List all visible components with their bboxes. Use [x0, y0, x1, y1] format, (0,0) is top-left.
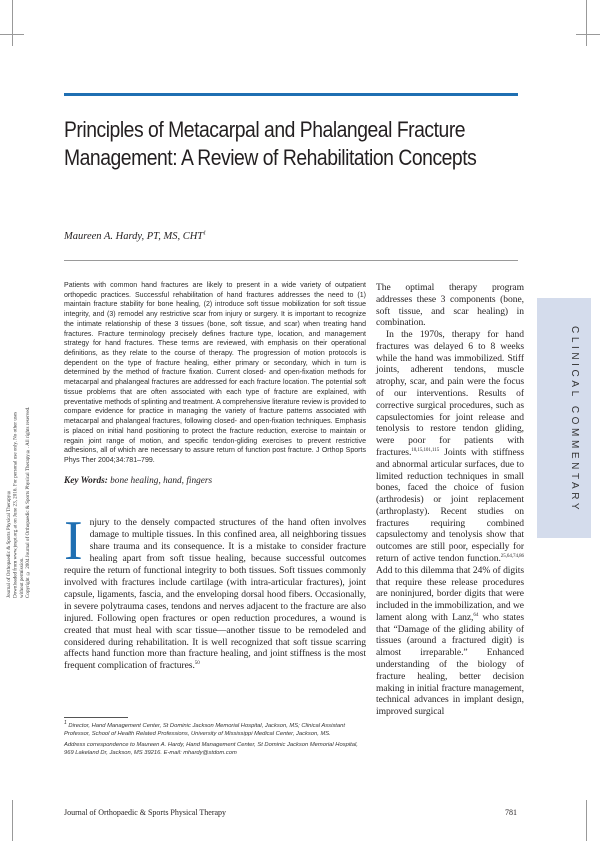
notice-line: Journal of Orthopaedic & Sports Physical Therapy®: [6, 488, 12, 598]
crop-mark: [0, 34, 24, 35]
crop-mark: [12, 800, 13, 841]
crop-mark: [586, 800, 587, 841]
author-line: [64, 231, 206, 242]
article-title: Principles of Metacarpal and Phalangeal Fracture Management: A Review of Rehabilitation Concepts: [64, 117, 477, 170]
para-text: Add to this dilemma that 24% of digits that require these release procedures are noninjured, border digits that were included in the immobilization, and we lament along with Lanz,: [376, 564, 524, 623]
right-column: [376, 282, 524, 718]
crop-mark: [12, 0, 13, 46]
notice-line: Downloaded from www.jospt.org at on June 23, 2016. For personal use only. No other uses without permission.: [12, 411, 25, 598]
crop-mark: [576, 34, 600, 35]
intro-paragraph: [64, 510, 366, 672]
keywords-list: bone healing, hand, fingers: [110, 476, 213, 486]
reference-mark: 64: [473, 612, 479, 618]
footnote-rule: [64, 717, 128, 718]
para-text: In the 1970s, therapy for hand fractures was delayed 6 to 8 weeks while the hand was immobilized. Stiff joints, adherent tendons, muscle atrophy, scar, and pain were the focus of our interventions. Results of corrective surgical procedures, such as capsulectomies for joint release and tenolysis to restore tendon gliding, were poor for patients with fractures.: [376, 329, 524, 458]
affiliation-footnote: [64, 722, 366, 739]
download-notice: [6, 398, 38, 598]
keywords: [64, 476, 212, 486]
right-paragraph-1: The optimal therapy program addresses these 3 components (bone, soft tissue, and scar healing) in combination.: [376, 282, 524, 329]
page-number: 781: [505, 808, 517, 817]
drop-cap: I: [64, 510, 83, 572]
correspondence-footnote: Address correspondence to Maureen A. Hardy, Hand Management Center, St Dominic Jackson Memorial Hospital, 969 Lakeland Dr, Jackson, MS 39216. E-mail: mhardy@stdom.com: [64, 741, 358, 756]
author-mark: 1: [203, 230, 207, 237]
footnotes: [64, 722, 366, 759]
crop-mark: [586, 0, 587, 46]
reference-mark: 10,15,101,115: [411, 447, 440, 453]
keywords-label: Key Words:: [64, 476, 108, 486]
affiliation-text: Director, Hand Management Center, St Dominic Jackson Memorial Hospital, Jackson, MS; Clinical Assistant Professor, School of Health Related Professions, University of Mississippi Medical Center, Jackson, MS.: [64, 723, 345, 738]
section-tab-label: CLINICAL COMMENTARY: [569, 326, 580, 514]
author-name: Maureen A. Hardy, PT, MS, CHT: [64, 231, 204, 242]
reference-mark: 25,64,74,86: [500, 553, 524, 559]
abstract: Patients with common hand fractures are likely to present in a wide variety of outpatient orthopedic practices. Successful rehabilitation of hand fractures addresses the need to (1) maintain fracture stability for bone healing, (2) introduce soft tissue mobilization for soft tissue integrity, and (3) remodel any restrictive scar from injury or surgery. It is important to recognize the intimate relationship of these 3 tissues (bone, soft tissue, and scar) when treating hand fractures. Fracture terminology precisely defines fracture type, location, and management strategy for hand fractures. These terms are reviewed, with emphasis on their operational definitions, as they relate to the course of therapy. The progression of motion protocols is dependent on the type of fracture healing, either primary or secondary, which in turn is determined by the method of fracture fixation. Current closed- and open-fixation methods for metacarpal and phalangeal fractures are addressed for each fracture location. The potential soft tissue problems that are often associated with each type of fracture are explained, with preventative methods of splinting and treatment. A comprehensive literature review is provided to compare evidence for practice in managing the variety of fracture patterns associated with metacarpal and phalangeal fractures, following closed- and open-fixation techniques. Emphasis is placed on initial hand positioning to protect the fracture reduction, exercise to maintain or regain joint range of motion, and specific tendon-gliding exercises to prevent restrictive adhesions, all of which are necessary to assure return of function post fracture. J Orthop Sports Phys Ther 2004;34:781–799.: [64, 282, 366, 464]
para-text: Joints with stiffness and abnormal articular surfaces, due to limited reduction techniques in small bones, faced the choice of fusion (arthrodesis) or joint replacement (arthroplasty). Recent studies on fractures requiring combined capsulectomy and tenolysis show that outcomes are still poor, especially for return of active tendon function.: [376, 446, 524, 564]
para-text: who states that “Damage of the gliding ability of tissues (around a fractured digit) is almost irreparable.” Enhanced understanding of the biology of fracture healing, better decision making in initial fracture management, technical advances in implant design, improved surgical: [376, 611, 524, 718]
reference-mark: 50: [194, 661, 200, 667]
author-rule: [64, 260, 518, 261]
header-rule: [64, 93, 518, 96]
right-paragraph-2: [376, 329, 524, 718]
footnote-mark: 1: [64, 720, 67, 727]
intro-text: njury to the densely compacted structures of the hand often involves damage to multiple tissues. In this confined area, all neighboring tissues share trauma and its consequence. It is a mistake to consider fracture healing apart from soft tissue healing, because successful outcomes require the return of functional integrity to both tissues. Soft tissues commonly involved with fractures include cartilage (with intra-articular fractures), joint capsule, ligaments, fascia, and the enveloping dorsal hood fibers. Occasionally, in severe polytrauma cases, tendons and nerves adjacent to the fracture are also injured. Following open fractures or open reduction procedures, a wound is created that must heal with scar tissue—another tissue to be remodeled and considered during rehabilitation. It is well recognized that soft tissue scarring affects hand function more than fracture healing, and joint stiffness is the most frequent complication of fractures.: [64, 517, 366, 672]
notice-line: Copyright © 2004 Journal of Orthopaedic & Sports Physical Therapy®. All rights reserved.: [25, 406, 32, 598]
journal-footer: Journal of Orthopaedic & Sports Physical Therapy: [64, 808, 227, 817]
